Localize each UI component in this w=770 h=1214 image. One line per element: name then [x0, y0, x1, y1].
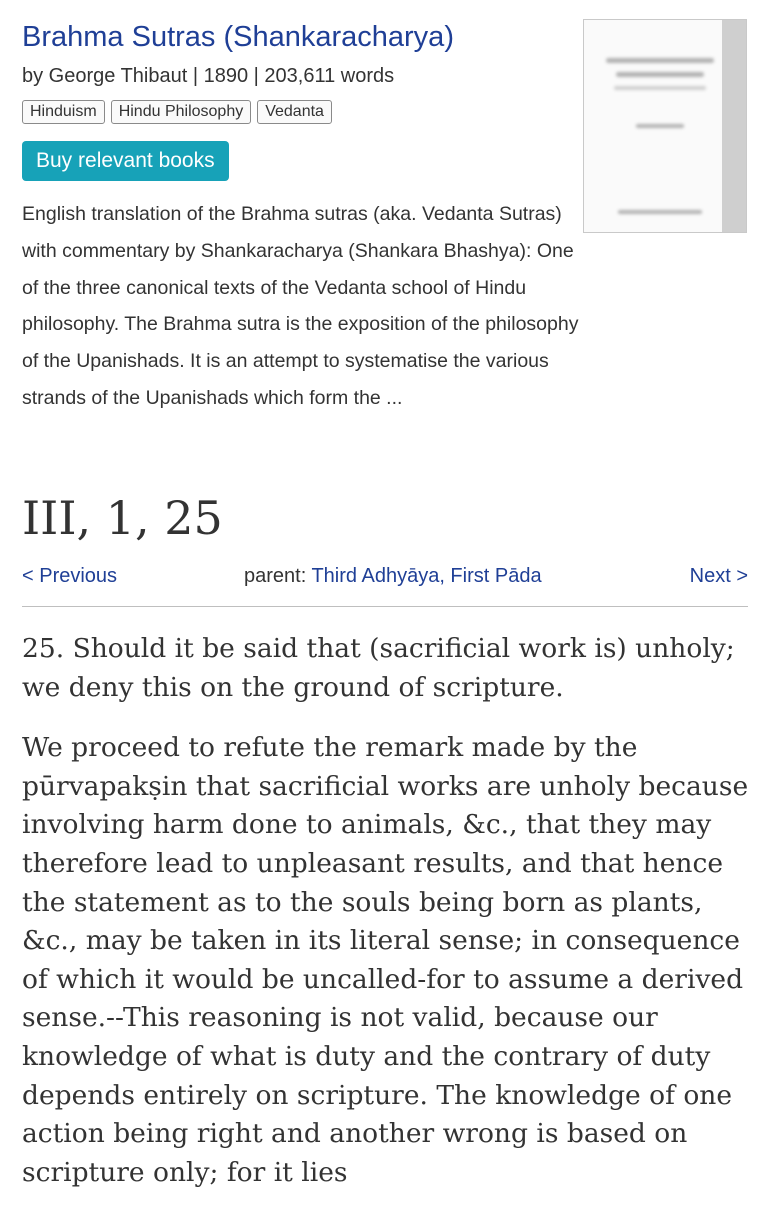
parent-prefix: parent: — [244, 565, 312, 587]
cover-text-line — [616, 72, 704, 77]
sutra-text: 25. Should it be said that (sacrificial work is) unholy; we deny this on the ground of scripture. — [22, 633, 735, 703]
tag-vedanta[interactable]: Vedanta — [257, 100, 332, 124]
book-description: English translation of the Brahma sutras (aka. Vedanta Sutras) with commentary by Shankaracharya (Shankara Bhashya): One of the three canonical texts of the Vedanta school of Hindu philosophy. The Brahma sutra is the exposition of the philosophy of the Upanishads. It is an attempt to systematise the various strands of the Upanishads which form the ... — [22, 203, 579, 409]
article-body — [22, 630, 757, 1214]
buy-books-button[interactable]: Buy relevant books — [22, 141, 229, 181]
tag-hindu-philosophy[interactable]: Hindu Philosophy — [111, 100, 252, 124]
cover-text-line — [636, 124, 684, 128]
cover-spine — [722, 20, 746, 232]
previous-link[interactable]: < Previous — [22, 565, 118, 587]
next-link[interactable]: Next > — [689, 565, 748, 587]
parent-breadcrumb — [244, 562, 542, 590]
book-meta: by George Thibaut | 1890 | 203,611 words — [22, 65, 395, 87]
divider — [22, 606, 748, 607]
tag-hinduism[interactable]: Hinduism — [22, 100, 105, 124]
cover-text-line — [606, 58, 714, 63]
commentary-text: We proceed to refute the remark made by the pūrvapakṣin that sacrificial works are unholy because involving harm done to animals, &c., that they may therefore lead to unpleasant results, and that hence the statement as to the souls being born as plants, &c., may be taken in its literal sense; in consequence of which it would be uncalled-for to assume a derived sense.--This reasoning is not valid, because our knowledge of what is duty and the contrary of duty depends entirely on scripture. The knowledge of one action being right and another wrong is based on scripture only; for it lies — [22, 732, 749, 1188]
tag-list — [22, 100, 577, 124]
book-header — [22, 0, 577, 417]
book-title-link[interactable]: Brahma Sutras (Shankaracharya) — [22, 21, 454, 53]
cover-text-line — [614, 86, 706, 90]
section-title: III, 1, 25 — [22, 491, 223, 545]
book-cover-image[interactable] — [583, 19, 747, 233]
cover-text-line — [618, 210, 702, 214]
pager-nav — [22, 562, 748, 592]
parent-link[interactable]: Third Adhyāya, First Pāda — [311, 565, 542, 587]
